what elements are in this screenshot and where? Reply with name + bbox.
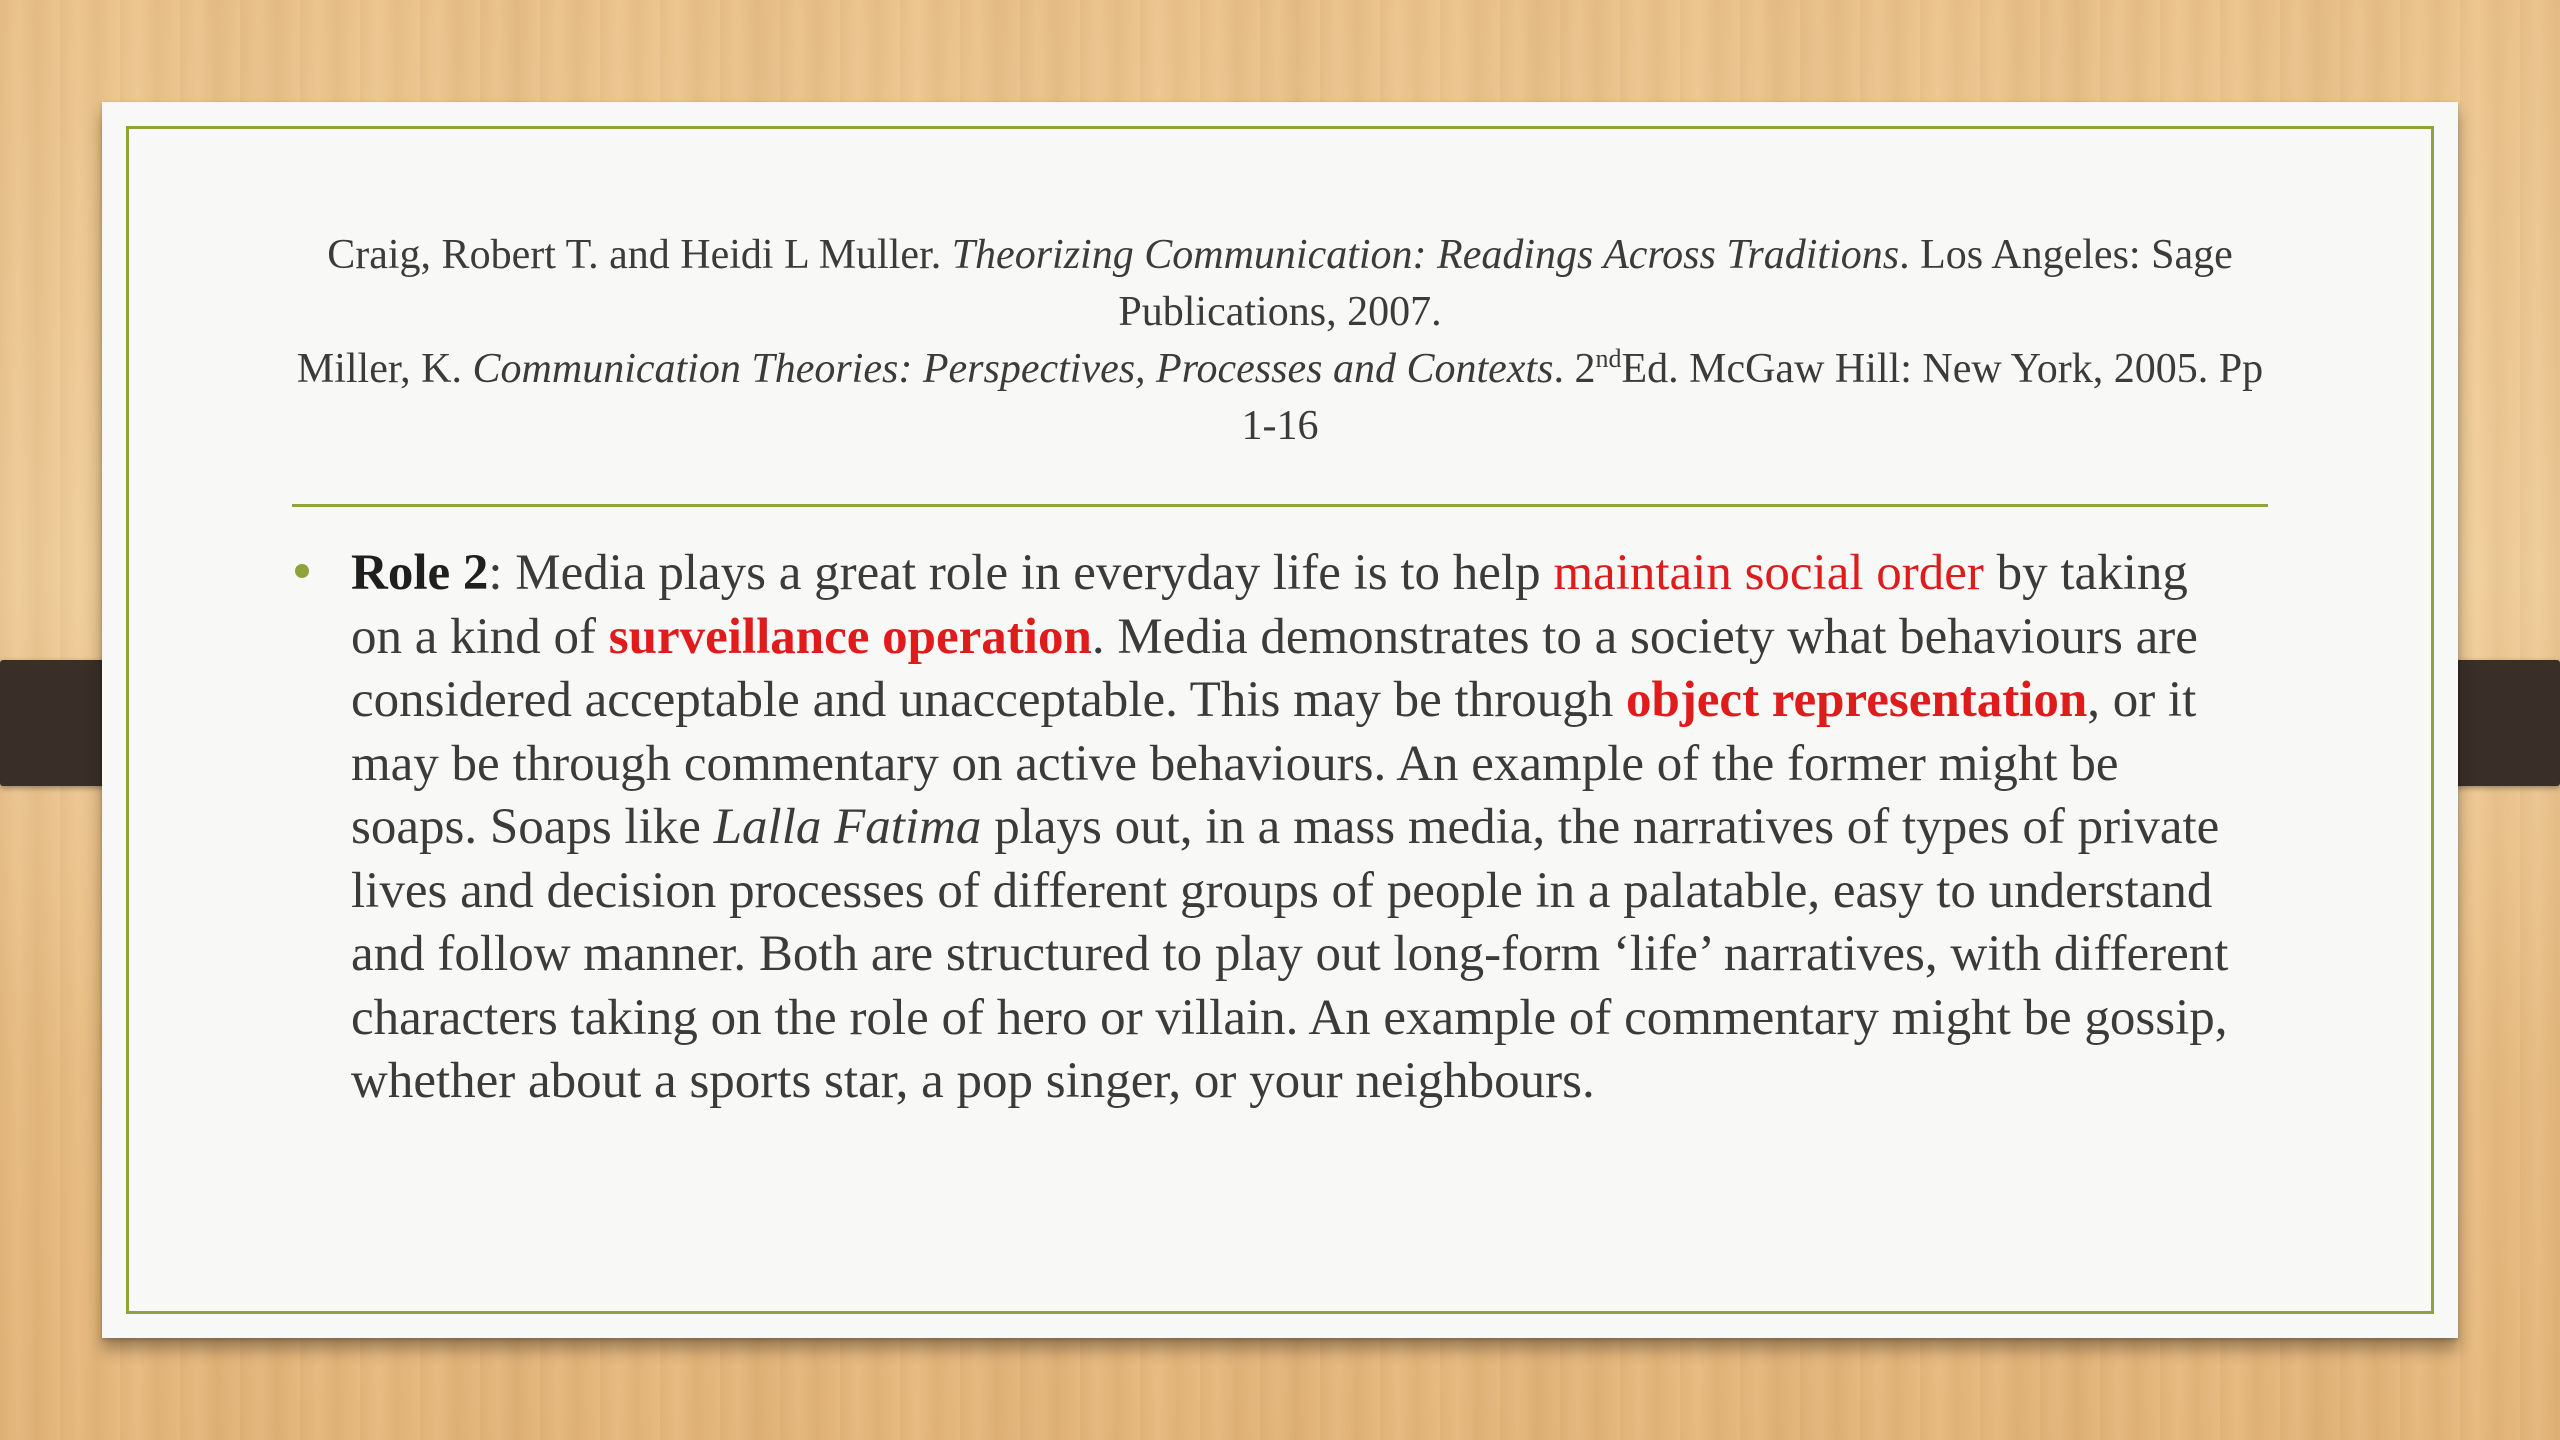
bullet-item-role-2 [351,542,2241,1114]
ref1-publisher: . Los Angeles: Sage Publications, 2007. [1118,232,2233,335]
ref2-authors: Miller, K. [296,346,463,392]
ref2-publisher: Ed. McGaw Hill: New York, 2005. Pp 1-16 [1241,346,2264,449]
divider-line [292,504,2268,507]
highlight-surveillance-operation: surveillance operation [608,608,1092,665]
reference-miller [292,341,2268,455]
soap-title-lalla-fatima: Lalla Fatima [713,799,982,855]
text-segment-3: . Media demonstrates to a society what behaviours are considered acceptable and unacceptable. This may be through [351,608,2198,728]
highlight-maintain-social-order: maintain social order [1553,545,1984,601]
slide [102,102,2458,1338]
text-segment-2: by taking on a kind of [351,545,2188,665]
text-segment-1: : Media plays a great role in everyday life is to help [488,545,1554,601]
ref2-title: Communication Theories: Perspectives, Processes and Contexts [472,346,1554,392]
bullet-list [351,542,2241,1114]
text-segment-4: , or it may be through commentary on active behaviours. An example of the former might be soaps. Soaps like [351,672,2197,855]
ref2-edition: . 2 [1553,346,1596,392]
highlight-object-representation: object representation [1625,672,2088,728]
ref2-edition-suffix: nd [1595,344,1622,373]
bullet-dot-icon [295,564,309,578]
text-segment-5: plays out, in a mass media, the narratives of types of private lives and decision processes of different groups of people in a palatable, easy to understand and follow manner. Both are structured to play out long-form ‘life’ narratives, with different characters taking on the role of hero or villain. An example of commentary might be gossip, whether about a sports star, a pop singer, or your neighbours. [351,799,2229,1109]
reference-craig [292,227,2268,341]
role-label: Role 2 [351,545,489,601]
ref1-authors: Craig, Robert T. and Heidi L Muller. [327,232,942,278]
ref1-title: Theorizing Communication: Readings Across Traditions [951,232,1900,278]
references [292,227,2268,455]
